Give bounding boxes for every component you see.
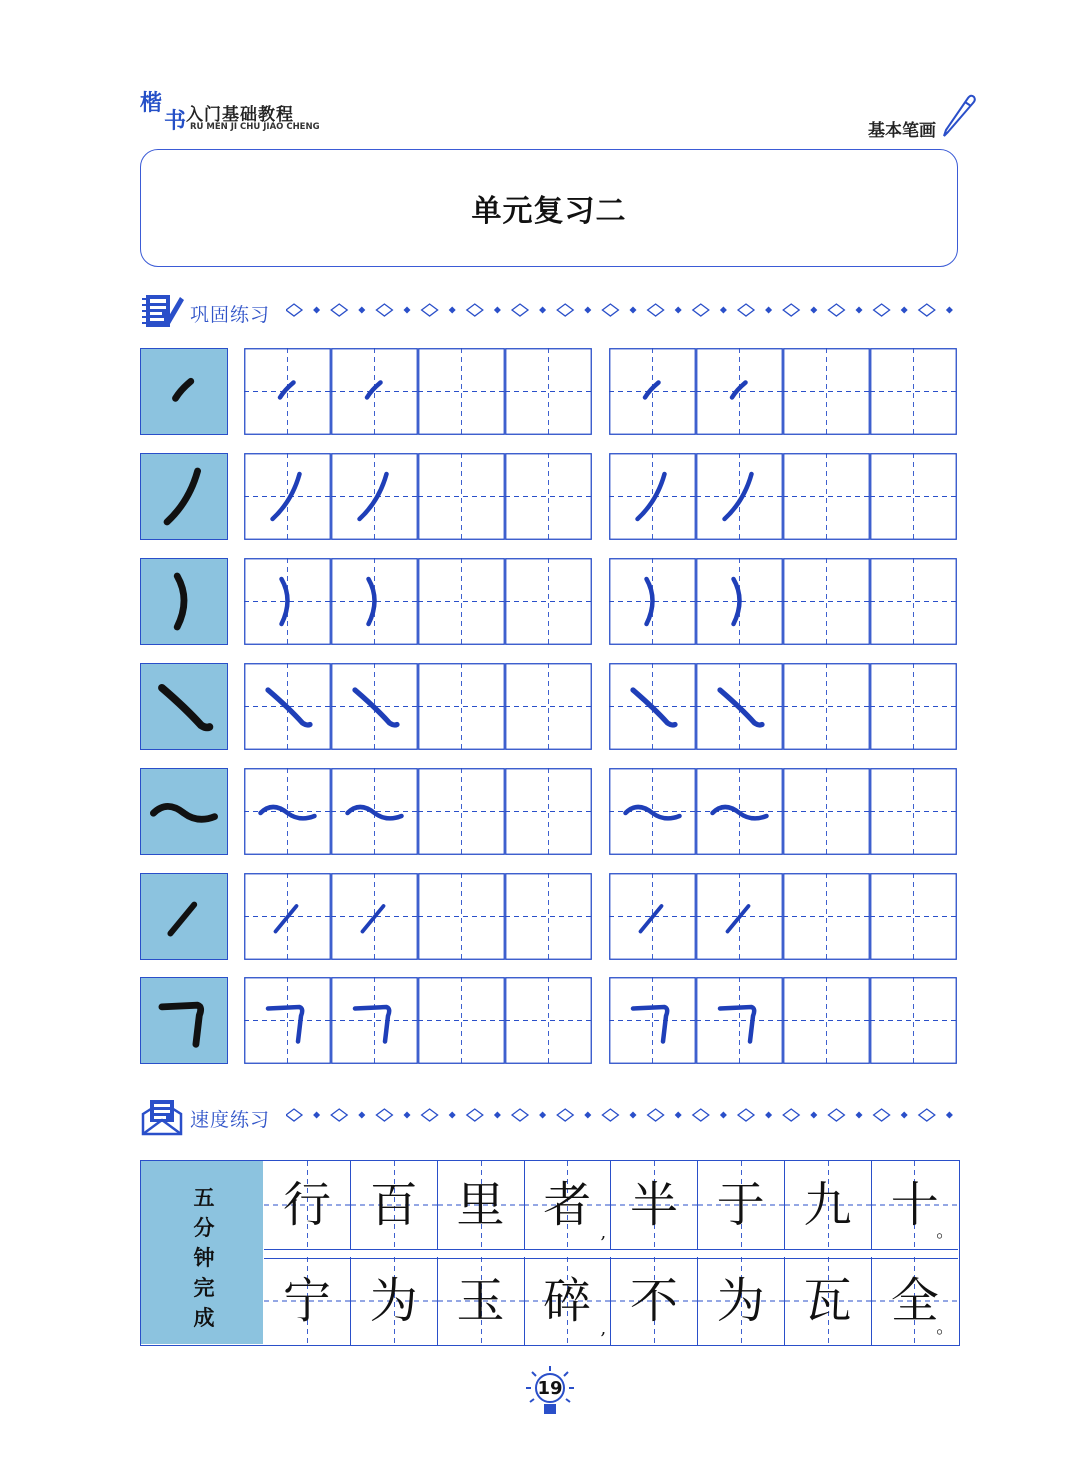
traced-stroke [732,383,746,398]
practice-cell[interactable] [870,558,957,645]
practice-cell[interactable] [609,453,696,540]
divider-diamond [720,1112,727,1119]
divider-diamond [313,307,320,314]
divider-diamond [919,1109,935,1121]
divider-diamond [422,1109,438,1121]
traced-stroke [633,1007,667,1042]
divider-diamond [675,1112,682,1119]
practice-cell[interactable] [870,663,957,750]
divider-diamond [286,1109,302,1121]
character-cell[interactable] [438,1257,525,1345]
divider-diamond [313,1112,320,1119]
book-title-pinyin: RU MEN JI CHU JIAO CHENG [190,122,320,132]
divider-diamond [856,307,863,314]
model-character: 者 [543,1177,592,1233]
practice-cells [244,768,958,855]
pencil-icon [938,92,978,138]
divider-diamond [331,1109,347,1121]
divider-diamond [874,1109,890,1121]
practice-cell[interactable] [418,768,505,855]
stroke-row [140,663,958,750]
divider-diamond [738,304,754,316]
practice-cell[interactable] [418,663,505,750]
practice-cells [244,663,958,750]
practice-cell[interactable] [244,453,331,540]
divider-diamond [874,304,890,316]
chapter-tag: 基本笔画 [868,121,936,141]
practice-cell[interactable] [696,977,783,1064]
practice-cells [244,348,958,435]
practice-cells [244,453,958,540]
divider-diamond [358,1112,365,1119]
practice-cell[interactable] [870,873,957,960]
character-cell[interactable] [351,1257,438,1345]
divider-diamond [648,1109,664,1121]
divider-diamond [720,307,727,314]
model-character: 宁 [282,1273,331,1329]
practice-cell[interactable] [783,453,870,540]
time-limit-char: 五 [193,1186,215,1210]
traced-stroke [720,1007,754,1042]
traced-stroke [276,906,297,932]
practice-cell[interactable] [696,348,783,435]
divider-diamond [630,307,637,314]
traced-stroke [367,383,381,398]
practice-cell[interactable] [418,873,505,960]
character-cell[interactable] [524,1257,611,1345]
model-character: 为 [716,1273,765,1329]
unit-title: 单元复习二 [471,194,627,229]
time-limit-char: 钟 [193,1246,215,1270]
traced-stroke [355,1007,389,1042]
traced-stroke [363,906,384,932]
practice-cell[interactable] [609,873,696,960]
traced-stroke [273,474,300,519]
practice-cell[interactable] [418,558,505,645]
stroke-row [140,977,958,1064]
divider-diamond [602,1109,618,1121]
divider-diamond [675,307,682,314]
character-cell[interactable] [611,1161,698,1249]
character-cell[interactable] [871,1257,958,1345]
practice-cell[interactable] [418,977,505,1064]
divider-diamond [512,304,528,316]
practice-cell[interactable] [505,558,592,645]
character-cell[interactable] [698,1161,785,1249]
practice-cell[interactable] [870,348,957,435]
practice-cells [244,558,958,645]
stroke-row [140,558,958,645]
book-brand [140,92,400,140]
model-character: 行 [282,1177,331,1233]
brand-kai-char-2: 书 [164,108,187,134]
practice-cell[interactable] [505,977,592,1064]
stroke-row [140,453,958,540]
divider-diamond [602,304,618,316]
practice-cell[interactable] [244,663,331,750]
page-number: 19 [537,1378,563,1399]
model-character: 半 [629,1177,678,1233]
divider-diamond [901,1112,908,1119]
character-cell[interactable] [524,1161,611,1249]
divider-diamond [512,1109,528,1121]
practice-cell[interactable] [870,977,957,1064]
model-character: 不 [629,1273,678,1329]
divider-diamond [494,1112,501,1119]
speed-header [140,1096,960,1136]
diamond-divider [286,1106,958,1124]
punctuation-mark: 。 [936,1221,955,1242]
divider-diamond [422,304,438,316]
divider-diamond [376,304,392,316]
practice-cell[interactable] [331,873,418,960]
divider-diamond [648,304,664,316]
consolidation-header [140,291,960,331]
divider-diamond [584,307,591,314]
stroke-row [140,768,958,855]
practice-cell[interactable] [505,348,592,435]
traced-stroke [641,906,662,932]
practice-cell[interactable] [696,558,783,645]
divider-diamond [331,304,347,316]
traced-stroke [360,474,387,519]
flat-right-falling-stroke-icon [140,768,228,855]
practice-cell[interactable] [418,453,505,540]
practice-cell[interactable] [505,663,592,750]
time-limit-char: 成 [193,1306,215,1330]
unit-title-box [140,149,958,267]
divider-diamond [783,1109,799,1121]
model-character: 瓦 [803,1273,852,1329]
divider-diamond [901,307,908,314]
character-cell[interactable] [785,1257,872,1345]
traced-stroke [720,690,762,725]
practice-cell[interactable] [783,977,870,1064]
divider-diamond [946,307,953,314]
character-cell[interactable] [611,1257,698,1345]
model-character: 百 [369,1177,418,1233]
divider-diamond [693,304,709,316]
practice-cell[interactable] [244,873,331,960]
divider-diamond [449,307,456,314]
divider-diamond [693,1109,709,1121]
practice-cell[interactable] [331,768,418,855]
model-character: 为 [369,1273,418,1329]
divider-diamond [494,307,501,314]
traced-stroke [645,383,659,398]
book-title: 入门基础教程 [186,105,294,125]
divider-diamond [404,307,411,314]
divider-diamond [449,1112,456,1119]
divider-diamond [810,1112,817,1119]
notebook-pencil-icon [140,291,184,331]
practice-cell[interactable] [783,348,870,435]
character-cell[interactable] [351,1161,438,1249]
practice-cell[interactable] [609,977,696,1064]
speed-label: 速度练习 [190,1109,271,1131]
speed-practice-grid [140,1160,960,1346]
divider-diamond [404,1112,411,1119]
stroke-row [140,348,958,435]
divider-diamond [765,1112,772,1119]
practice-cell[interactable] [609,663,696,750]
punctuation-mark: 。 [936,1317,955,1338]
divider-diamond [946,1112,953,1119]
practice-cell[interactable] [870,453,957,540]
right-falling-stroke-icon [140,663,228,750]
character-cell[interactable] [264,1257,351,1345]
time-limit-label [191,1183,217,1333]
practice-cell[interactable] [783,558,870,645]
divider-diamond [738,1109,754,1121]
model-character: 碎 [543,1273,592,1329]
divider-diamond [467,304,483,316]
practice-cell[interactable] [244,558,331,645]
speed-character-cells [264,1161,958,1344]
model-character: 于 [716,1177,765,1233]
practice-cell[interactable] [244,768,331,855]
diamond-divider [286,301,958,319]
practice-cell[interactable] [331,453,418,540]
practice-cell[interactable] [609,558,696,645]
divider-diamond [557,304,573,316]
model-character: 九 [803,1177,852,1233]
character-cell[interactable] [785,1161,872,1249]
punctuation-mark: , [600,1222,607,1243]
page-number-badge [518,1362,582,1426]
punctuation-mark: , [600,1318,607,1339]
traced-stroke [268,690,310,725]
traced-stroke [728,906,749,932]
model-character: 十 [890,1177,939,1233]
divider-diamond [376,1109,392,1121]
practice-cell[interactable] [783,873,870,960]
practice-cells [244,977,958,1064]
traced-stroke [268,1007,302,1042]
divider-diamond [630,1112,637,1119]
divider-diamond [828,1109,844,1121]
traced-stroke [355,690,397,725]
model-character: 里 [456,1177,505,1233]
speed-side-panel [141,1161,263,1344]
practice-cell[interactable] [696,453,783,540]
divider-diamond [856,1112,863,1119]
divider-diamond [765,307,772,314]
model-character: 玉 [456,1273,505,1329]
traced-stroke [633,690,675,725]
practice-cell[interactable] [331,977,418,1064]
practice-cell[interactable] [696,768,783,855]
envelope-letter-icon [140,1096,184,1136]
short-left-falling-dot-icon [140,348,228,435]
stroke-row [140,873,958,960]
divider-diamond [539,307,546,314]
brand-kai-char-1: 楷 [140,90,163,116]
divider-diamond [919,304,935,316]
vertical-left-falling-stroke-icon [140,558,228,645]
practice-cell[interactable] [244,348,331,435]
traced-stroke [725,474,752,519]
practice-cell[interactable] [696,873,783,960]
traced-stroke [638,474,665,519]
practice-cells [244,873,958,960]
horizontal-turn-stroke-icon [140,977,228,1064]
character-cell[interactable] [438,1161,525,1249]
practice-cell[interactable] [783,768,870,855]
divider-diamond [467,1109,483,1121]
left-falling-stroke-icon [140,453,228,540]
time-limit-char: 完 [193,1276,215,1300]
time-limit-char: 分 [193,1216,215,1240]
practice-cell[interactable] [331,558,418,645]
consolidation-label: 巩固练习 [190,304,271,326]
divider-diamond [557,1109,573,1121]
character-cell[interactable] [698,1257,785,1345]
traced-stroke [280,383,294,398]
character-cell[interactable] [871,1161,958,1249]
model-character: 全 [890,1273,939,1329]
practice-cell[interactable] [783,663,870,750]
practice-cell[interactable] [505,453,592,540]
practice-cell[interactable] [609,768,696,855]
practice-cell[interactable] [870,768,957,855]
practice-cell[interactable] [696,663,783,750]
practice-cell[interactable] [331,348,418,435]
divider-diamond [539,1112,546,1119]
divider-diamond [810,307,817,314]
practice-cell[interactable] [244,977,331,1064]
practice-cell[interactable] [609,348,696,435]
practice-cell[interactable] [505,768,592,855]
divider-diamond [358,307,365,314]
practice-cell[interactable] [331,663,418,750]
rising-stroke-icon [140,873,228,960]
divider-diamond [286,304,302,316]
divider-diamond [584,1112,591,1119]
character-cell[interactable] [264,1161,351,1249]
practice-cell[interactable] [418,348,505,435]
practice-cell[interactable] [505,873,592,960]
divider-diamond [783,304,799,316]
divider-diamond [828,304,844,316]
